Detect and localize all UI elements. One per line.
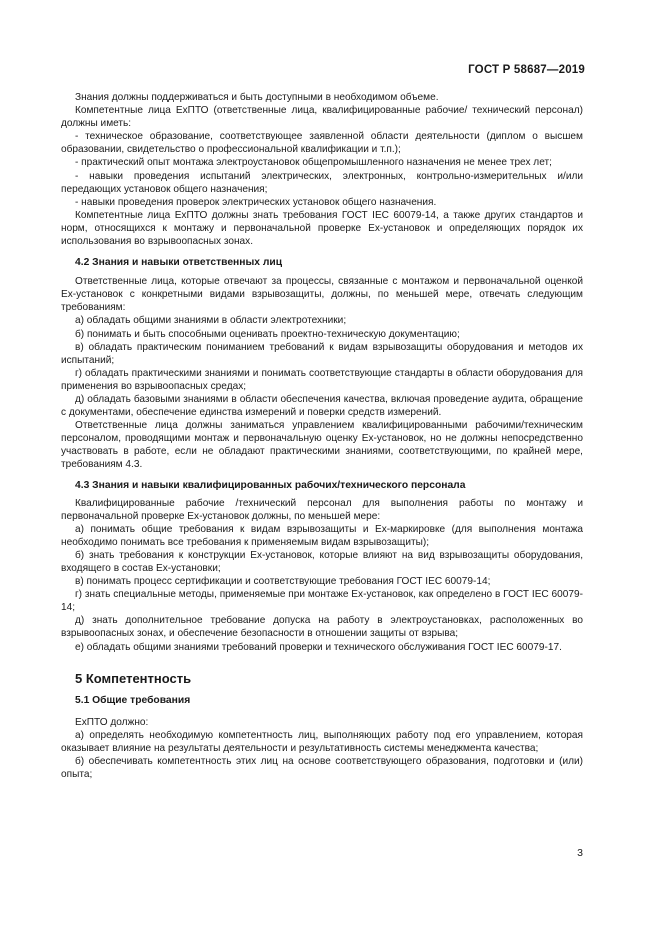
list-item: в) обладать практическим пониманием требований к видам взрывозащиты оборудования и методов их испытаний;: [61, 341, 583, 366]
list-item: а) определять необходимую компетентность лиц, выполняющих работу под его управлением, которая оказывает влияние на результаты деятельности и результативность системы менеджмента качества;: [61, 729, 583, 754]
standard-code: ГОСТ Р 58687—2019: [468, 64, 585, 76]
list-item: - практический опыт монтажа электроустановок общепромышленного назначения не менее трех лет;: [75, 157, 552, 169]
list-item: - техническое образование, соответствующее заявленной области деятельности (диплом о высшем образовании, свидетельство о профессиональной квалификации и т.п.);: [61, 131, 583, 156]
list-item: - навыки проведения проверок электрических установок общего назначения.: [75, 196, 437, 208]
section-heading-4-2: 4.2 Знания и навыки ответственных лиц: [75, 257, 283, 269]
page-content: [61, 91, 583, 781]
list-item: а) обладать общими знаниями в области электротехники;: [75, 315, 347, 327]
list-item: в) понимать процесс сертификации и соответствующие требования ГОСТ IEC 60079-14;: [75, 576, 491, 588]
section-4-3-body: [61, 497, 583, 654]
section-heading-4-3: 4.3 Знания и навыки квалифицированных рабочих/технического персонала: [75, 479, 466, 491]
list-item: д) обладать базовыми знаниями в области обеспечения качества, включая проведение аудита, обращение с документами, обеспечение единства измерений и поверки средств измерений.: [61, 393, 583, 419]
list-item: б) понимать и быть способными оценивать проектно-техническую документацию;: [75, 328, 460, 340]
paragraph: Знания должны поддерживаться и быть доступными в необходимом объеме.: [75, 92, 439, 103]
list-item: б) обеспечивать компетентность этих лиц на основе соответствующего образования, подготовки и (или) опыта;: [61, 755, 583, 781]
section-heading-5: 5 Компетентность: [75, 670, 192, 686]
paragraph: Квалифицированные рабочие /технический персонал для выполнения работы по монтажу и первоначальной проверке Ex-установок должны, по меньшей мере:: [61, 497, 583, 522]
section-4-2-body: [61, 275, 583, 471]
list-item: а) понимать общие требования к видам взрывозащиты и Ex-маркировке (для выполнения монтажа необходимо понимать все требования к применяемым видам взрывозащиты);: [61, 523, 583, 548]
section-4-1-tail: [61, 91, 583, 248]
list-item: е) обладать общими знаниями требований проверки и технического обслуживания ГОСТ IEC 60079-17.: [75, 641, 562, 653]
list-item: - навыки проведения испытаний электрических, электронных, контрольно-измерительных и/или передающих установок общего назначения;: [61, 170, 583, 195]
section-heading-5-1: 5.1 Общие требования: [75, 694, 191, 706]
paragraph: Ответственные лица должны заниматься управлением квалифицированными рабочими/техническим персоналом, проводящими монтаж и первоначальную оценку Ex-установок, но не должны непосредственно участвовать в работе, если не обладают практическими знаниями, соответствующими, по крайней мере, требованиям 4.3.: [61, 420, 583, 471]
list-item: г) знать специальные методы, применяемые при монтаже Ex-установок, как определено в ГОСТ IEC 60079-14;: [61, 589, 583, 614]
list-item: г) обладать практическими знаниями и понимать соответствующие стандарты в области оборудования для применения во взрывоопасных средах;: [61, 367, 583, 392]
list-item: д) знать дополнительное требование допуска на работу в электроустановках, расположенных во взрывоопасных зонах, и обеспечение безопасности в отношении защиты от взрыва;: [61, 615, 583, 640]
paragraph: Компетентные лица ExПТО должны знать требования ГОСТ IEC 60079-14, а также других стандартов и норм, относящихся к монтажу и первоначальной проверке Ex-установок и определяющих порядок их использования во взрывоопасных зонах.: [61, 209, 583, 248]
paragraph: Компетентные лица ExПТО (ответственные лица, квалифицированные рабочие/ технический персонал) должны иметь:: [61, 105, 583, 130]
list-item: б) знать требования к конструкции Ex-установок, которые влияют на вид взрывозащиты оборудования, входящего в состав Ex-установки;: [61, 549, 583, 574]
section-5-1-body: [61, 716, 583, 781]
page-number: 3: [577, 847, 583, 859]
paragraph: Ответственные лица, которые отвечают за процессы, связанные с монтажом и первоначальной оценкой Ex-установок с конкретными видами взрывозащиты, должны, по меньшей мере, отвечать следующим требованиям:: [61, 276, 583, 314]
paragraph: ExПТО должно:: [75, 716, 149, 728]
